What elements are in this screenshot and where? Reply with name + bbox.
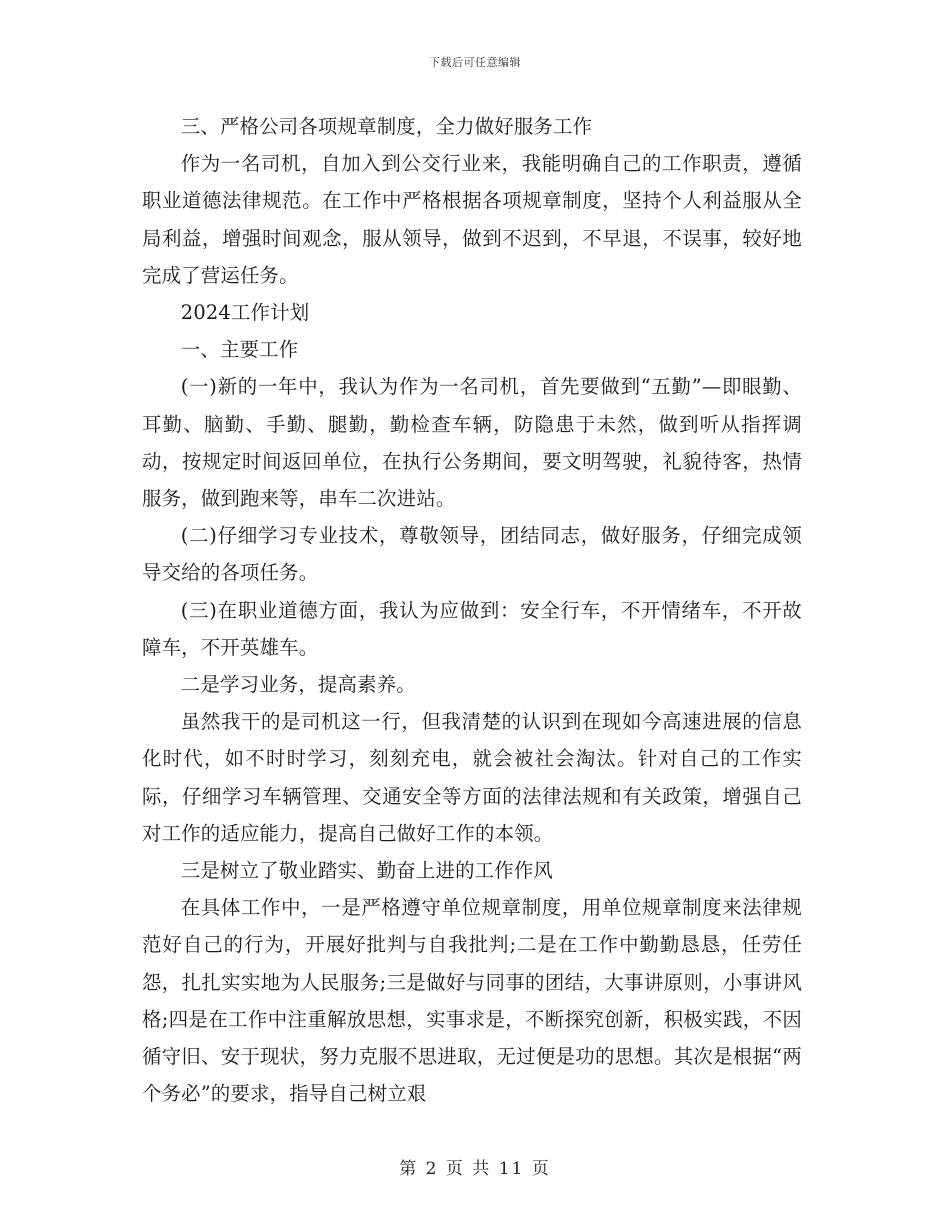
paragraph-item-two: (二)仔细学习专业技术，尊敬领导，团结同志，做好服务，仔细完成领导交给的各项任务。	[142, 524, 802, 585]
page-number-footer: 第 2 页 共 11 页	[399, 1159, 551, 1179]
heading-study-business: 二是学习业务，提高素养。	[180, 673, 416, 697]
paragraph-item-one: (一)新的一年中，我认为作为一名司机，首先要做到“五勤”—即眼勤、耳勤、脑勤、手勤、腿勤，勤检查车辆，防隐患于未然，做到听从指挥调动，按规定时间返回单位，在执行公务期间，要文明驾驶，礼貌待客，热情服务，做到跑来等，串车二次进站。	[142, 375, 802, 511]
heading-work-style: 三是树立了敬业踏实、勤奋上进的工作作风	[180, 859, 554, 883]
paragraph-item-three: (三)在职业道德方面，我认为应做到：安全行车，不开情绪车，不开故障车，不开英雄车。	[142, 598, 802, 659]
paragraph-driver-duties: 作为一名司机，自加入到公交行业来，我能明确自己的工作职责，遵循职业道德法律规范。在工作中严格根据各项规章制度，坚持个人利益服从全局利益，增强时间观念，服从领导，做到不迟到，不早退，不误事，较好地完成了营运任务。	[142, 152, 802, 287]
section-heading-strict-rules: 三、严格公司各项规章制度，全力做好服务工作	[180, 115, 593, 138]
heading-main-work: 一、主要工作	[180, 338, 299, 362]
document-body	[142, 108, 802, 1112]
heading-work-plan: 2024工作计划	[180, 301, 310, 325]
paragraph-work-style: 在具体工作中，一是严格遵守单位规章制度，用单位规章制度来法律规范好自己的行为，开展好批判与自我批判;二是在工作中勤勤恳恳，任劳任怨，扎扎实实地为人民服务;三是做好与同事的团结，大事讲原则，小事讲风格;四是在工作中注重解放思想，实事求是，不断探究创新，积极实践，不因循守旧、安于现状，努力克服不思进取，无过便是功的思想。其次是根据“两个务必”的要求，指导自己树立艰	[142, 896, 802, 1106]
paragraph-study: 虽然我干的是司机这一行，但我清楚的认识到在现如今高速进展的信息化时代，如不时时学习，刻刻充电，就会被社会淘汰。针对自己的工作实际，仔细学习车辆管理、交通安全等方面的法律法规和有关政策，增强自己对工作的适应能力，提高自己做好工作的本领。	[142, 710, 802, 845]
page-header: 下载后可任意编辑	[429, 56, 521, 69]
